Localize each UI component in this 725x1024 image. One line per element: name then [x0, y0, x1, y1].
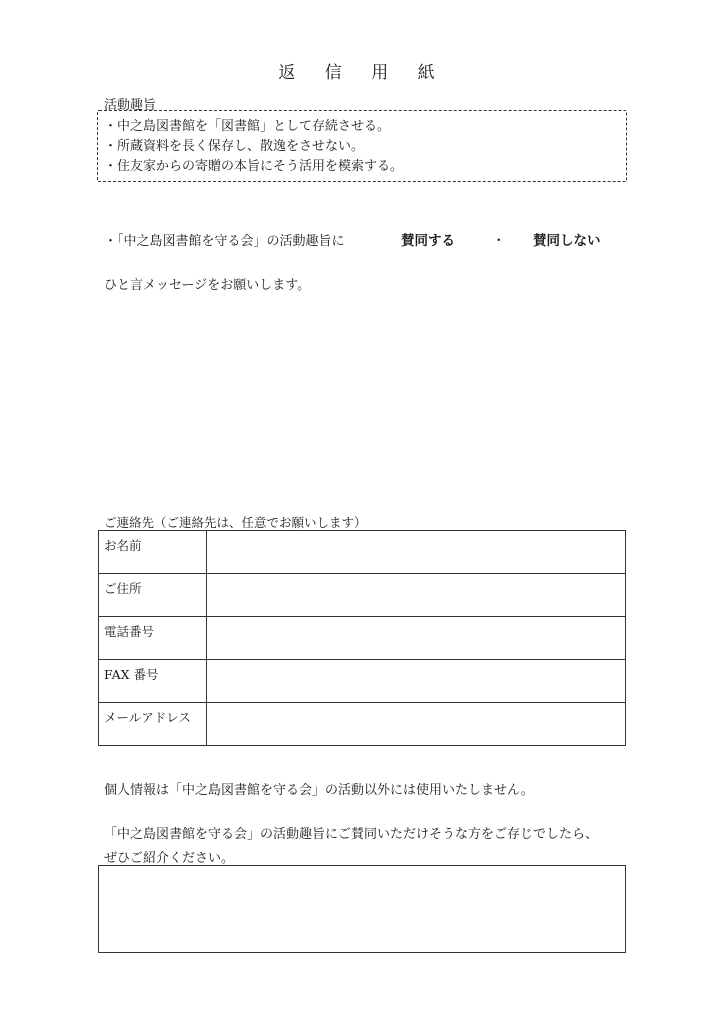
table-row [99, 531, 626, 574]
table-row [99, 617, 626, 660]
purpose-item: ・住友家からの寄贈の本旨にそう活用を模索する。 [104, 159, 404, 174]
phone-field[interactable] [207, 617, 626, 660]
disagree-option[interactable]: 賛同しない [533, 233, 601, 249]
privacy-note: 個人情報は「中之島図書館を守る会」の活動以外には使用いたしません。 [104, 783, 534, 798]
introduction-field[interactable] [98, 865, 626, 953]
phone-label: 電話番号 [99, 617, 207, 660]
email-field[interactable] [207, 703, 626, 746]
name-field[interactable] [207, 531, 626, 574]
purpose-box [97, 110, 627, 182]
introduction-prompt-line1: 「中之島図書館を守る会」の活動趣旨にご賛同いただけそうな方をご存じでしたら、 [104, 827, 599, 842]
email-label: メールアドレス [99, 703, 207, 746]
introduction-prompt-line2: ぜひご紹介ください。 [104, 851, 235, 866]
fax-field[interactable] [207, 660, 626, 703]
table-row [99, 660, 626, 703]
agree-option[interactable]: 賛同する [401, 233, 455, 249]
purpose-item: ・所蔵資料を長く保存し、散逸をさせない。 [104, 139, 365, 154]
agreement-separator: ・ [492, 233, 506, 249]
purpose-item: ・中之島図書館を「図書館」として存続させる。 [104, 119, 391, 134]
contact-heading: ご連絡先（ご連絡先は、任意でお願いします） [104, 515, 367, 530]
address-field[interactable] [207, 574, 626, 617]
address-label: ご住所 [99, 574, 207, 617]
table-row [99, 574, 626, 617]
fax-label: FAX 番号 [99, 660, 207, 703]
name-label: お名前 [99, 531, 207, 574]
agreement-question: ・「中之島図書館を守る会」の活動趣旨に [104, 234, 345, 249]
table-row [99, 703, 626, 746]
purpose-heading: 活動趣旨 [104, 98, 157, 113]
page-title: 返 信 用 紙 [278, 63, 447, 83]
contact-table [98, 530, 626, 746]
message-prompt: ひと言メッセージをお願いします。 [104, 278, 311, 293]
